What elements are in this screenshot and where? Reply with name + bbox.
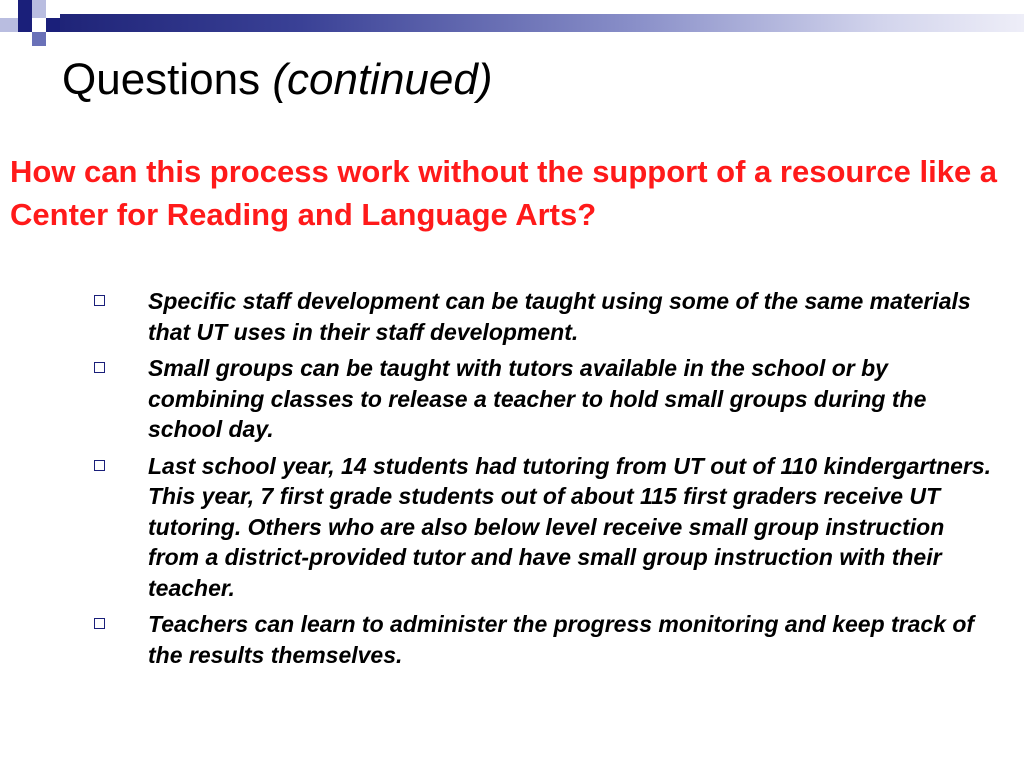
list-item [90,286,1000,347]
list-item [90,451,1000,604]
decorative-square [46,18,60,32]
bullet-text: Small groups can be taught with tutors available in the school or by combining classes to release a teacher to hold small groups during the school day. [148,355,927,442]
bullet-list [90,286,1000,676]
bullet-text: Teachers can learn to administer the progress monitoring and keep track of the results themselves. [148,611,975,668]
slide-title [62,56,492,104]
decorative-square [32,0,46,18]
header-gradient-bar [60,14,1024,32]
decorative-square [0,18,18,32]
bullet-text: Specific staff development can be taught using some of the same materials that UT uses in their staff development. [148,288,971,345]
hollow-square-bullet-icon [94,460,105,471]
decorative-square [18,0,32,18]
list-item [90,353,1000,445]
hollow-square-bullet-icon [94,295,105,306]
slide-title-main: Questions [62,55,261,104]
hollow-square-bullet-icon [94,618,105,629]
slide-title-emphasis: (continued) [272,55,493,104]
bullet-text: Last school year, 14 students had tutoring from UT out of 110 kindergartners. This year, 7 first grade students out of about 115 first graders receive UT tutoring. Others who are also below level receive small group instruction from a district-provided tutor and have small group instruction with their teacher. [148,452,992,601]
decorative-square [32,32,46,46]
decorative-square [18,18,32,32]
hollow-square-bullet-icon [94,362,105,373]
question-heading: How can this process work without the support of a resource like a Center for Reading and Language Arts? [10,154,998,232]
list-item [90,609,1000,670]
